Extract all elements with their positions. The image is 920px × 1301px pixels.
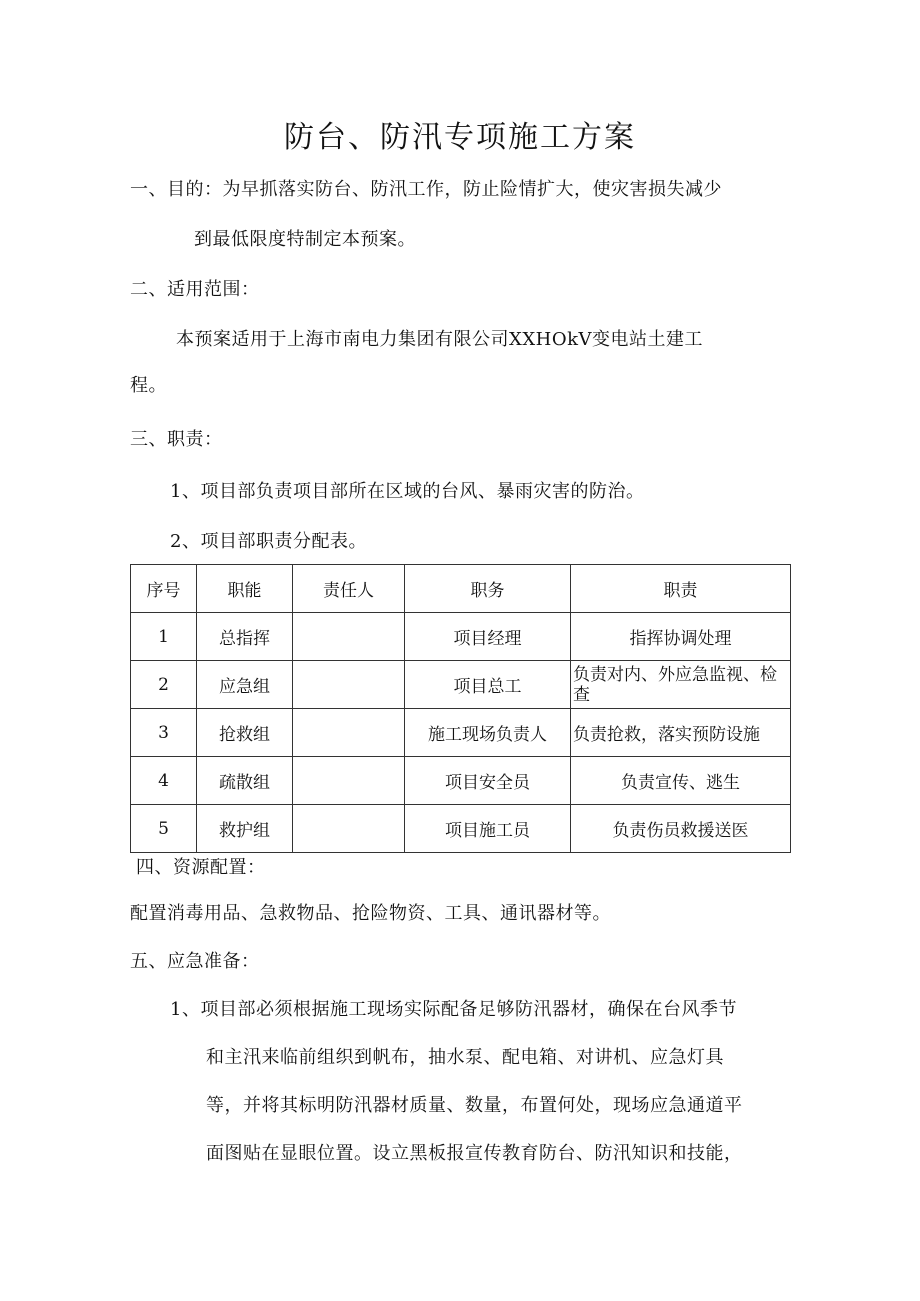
- header-duty: 职责: [571, 565, 791, 613]
- cell-function: 抢救组: [197, 709, 293, 757]
- cell-duty: 负责宣传、逃生: [571, 757, 791, 805]
- duty-assignment-table: [130, 564, 791, 853]
- section-purpose-line-1: 一、目的：为早抓落实防台、防汛工作，防止险情扩大，使灾害损失减少: [130, 179, 722, 200]
- section-preparation-heading: 五、应急准备：: [130, 951, 260, 972]
- section-duty-item-2: 2、项目部职责分配表。: [170, 531, 367, 552]
- section-duty-heading: 三、职责：: [130, 429, 223, 450]
- section-scope-line-1: 本预案适用于上海市南电力集团有限公司XXHOkV变电站土建工: [176, 329, 703, 350]
- section-purpose-line-2: 到最低限度特制定本预案。: [194, 229, 416, 250]
- table-row: [131, 661, 791, 709]
- cell-index: 4: [131, 757, 197, 805]
- section-scope-heading: 二、适用范围：: [130, 279, 260, 300]
- section-duty-item-1: 1、项目部负责项目部所在区域的台风、暴雨灾害的防治。: [170, 481, 645, 502]
- cell-responsible-person: [293, 661, 405, 709]
- section-preparation-line-1: 1、项目部必须根据施工现场实际配备足够防汛器材，确保在台风季节: [170, 999, 737, 1020]
- cell-responsible-person: [293, 757, 405, 805]
- section-preparation-line-2: 和主汛来临前组织到帆布，抽水泵、配电箱、对讲机、应急灯具: [206, 1047, 724, 1068]
- table-row: [131, 709, 791, 757]
- header-position: 职务: [405, 565, 571, 613]
- cell-index: 1: [131, 613, 197, 661]
- cell-function: 应急组: [197, 661, 293, 709]
- document-title: 防台、防汛专项施工方案: [284, 120, 636, 155]
- cell-position: 项目安全员: [405, 757, 571, 805]
- section-resources-heading: 四、资源配置：: [136, 857, 266, 878]
- cell-duty: 指挥协调处理: [571, 613, 791, 661]
- header-function: 职能: [197, 565, 293, 613]
- cell-position: 施工现场负责人: [405, 709, 571, 757]
- cell-function: 总指挥: [197, 613, 293, 661]
- cell-position: 项目施工员: [405, 805, 571, 853]
- table-row: [131, 613, 791, 661]
- section-preparation-line-3: 等，并将其标明防汛器材质量、数量，布置何处，现场应急通道平: [206, 1095, 743, 1116]
- cell-index: 5: [131, 805, 197, 853]
- header-index: 序号: [131, 565, 197, 613]
- cell-duty: 负责对内、外应急监视、检查: [571, 661, 791, 709]
- cell-duty: 负责抢救，落实预防设施: [571, 709, 791, 757]
- cell-position: 项目经理: [405, 613, 571, 661]
- section-scope-line-2: 程。: [130, 375, 167, 396]
- cell-function: 疏散组: [197, 757, 293, 805]
- cell-duty: 负责伤员救援送医: [571, 805, 791, 853]
- cell-function: 救护组: [197, 805, 293, 853]
- table-row: [131, 805, 791, 853]
- cell-index: 2: [131, 661, 197, 709]
- cell-index: 3: [131, 709, 197, 757]
- section-preparation-line-4: 面图贴在显眼位置。设立黑板报宣传教育防台、防汛知识和技能，: [206, 1143, 743, 1164]
- table-row: [131, 757, 791, 805]
- cell-position: 项目总工: [405, 661, 571, 709]
- cell-responsible-person: [293, 709, 405, 757]
- cell-responsible-person: [293, 613, 405, 661]
- section-resources-line-1: 配置消毒用品、急救物品、抢险物资、工具、通讯器材等。: [130, 903, 611, 924]
- header-responsible-person: 责任人: [293, 565, 405, 613]
- cell-responsible-person: [293, 805, 405, 853]
- table-header-row: [131, 565, 791, 613]
